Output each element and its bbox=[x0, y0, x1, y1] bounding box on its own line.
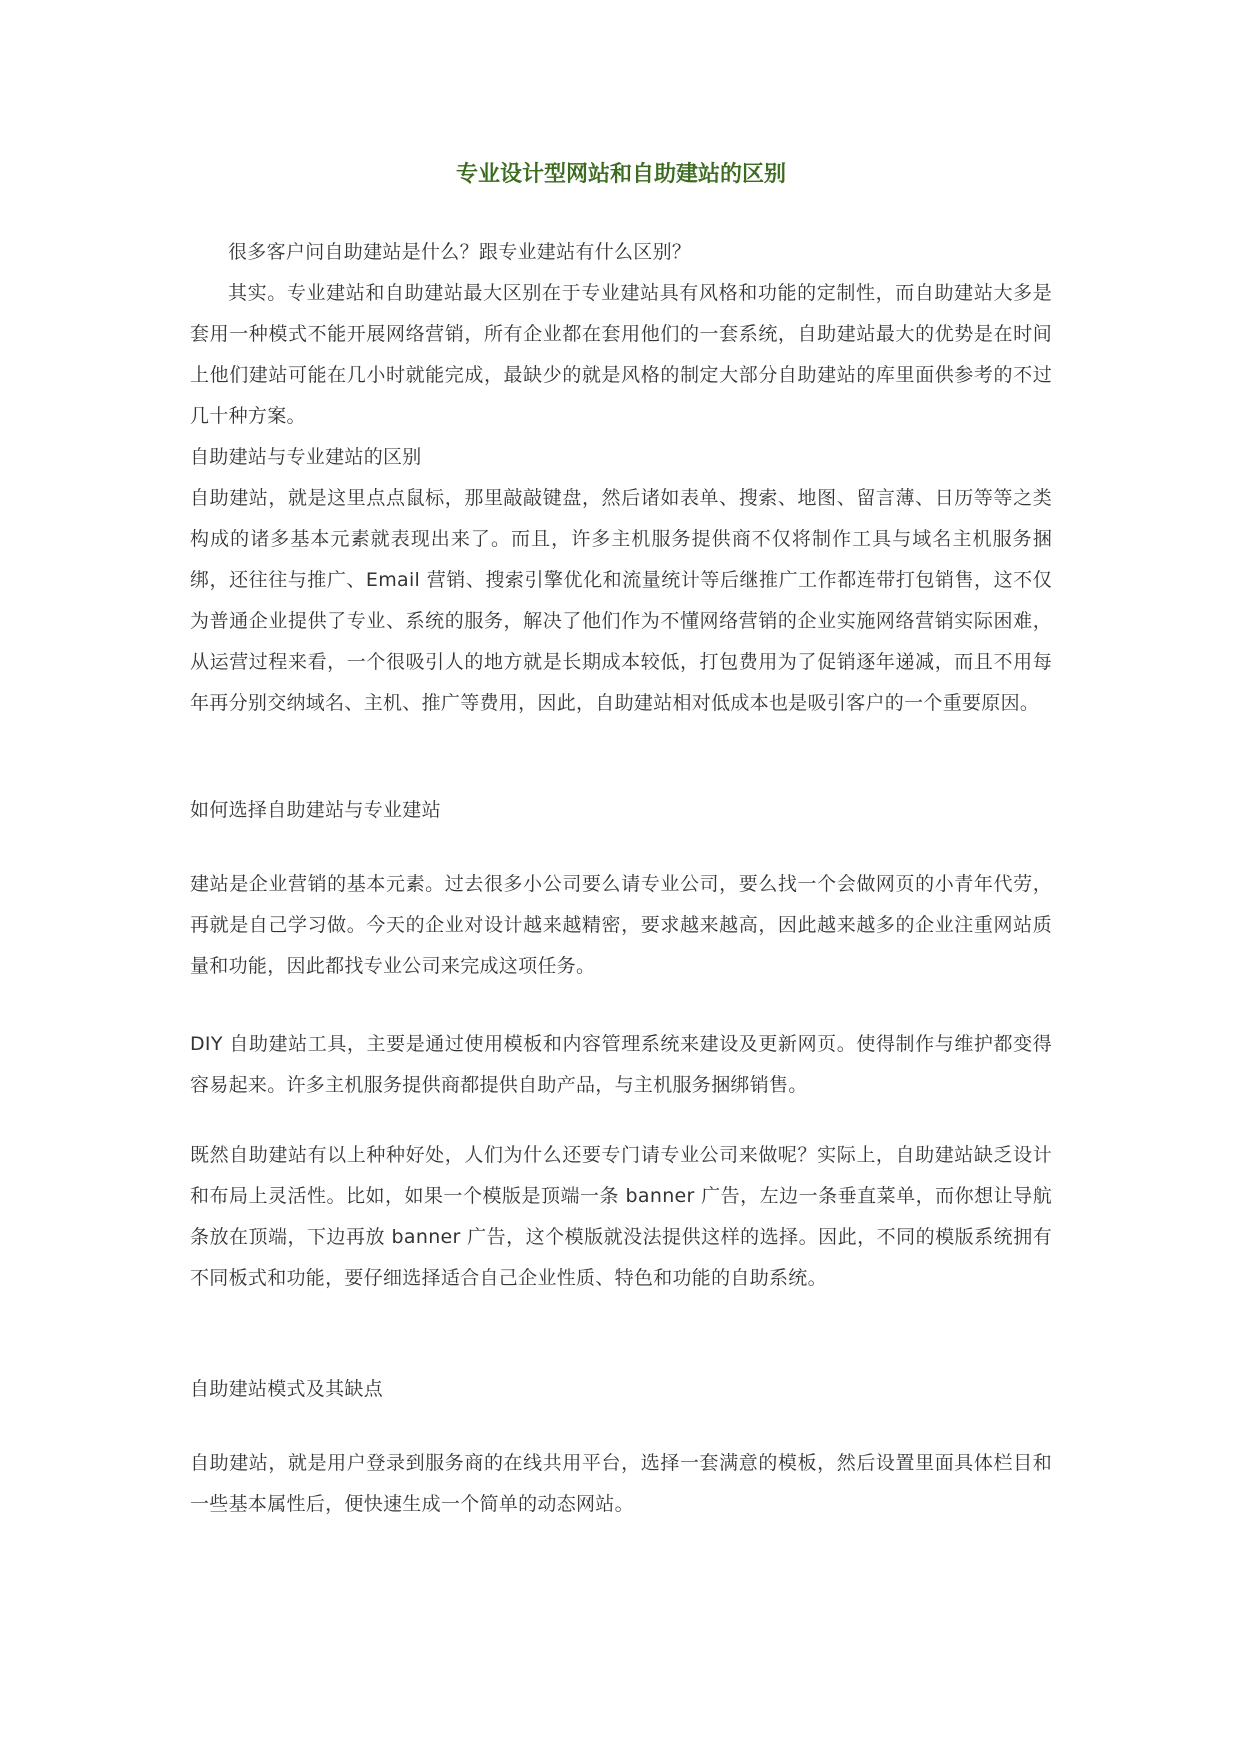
paragraph-intro-question: 很多客户问自助建站是什么？跟专业建站有什么区别？ bbox=[228, 241, 692, 263]
section-heading-difference: 自助建站与专业建站的区别 bbox=[190, 446, 422, 468]
section-heading-how-to-choose: 如何选择自助建站与专业建站 bbox=[190, 799, 441, 821]
paragraph-site-building-basics: 建站是企业营销的基本元素。过去很多小公司要么请专业公司，要么找一个会做网页的小青年代劳，再就是自己学习做。今天的企业对设计越来越精密，要求越来越高，因此越来越多的企业注重网站质量和功能，因此都找专业公司来完成这项任务。 bbox=[190, 873, 1052, 977]
document-title: 专业设计型网站和自助建站的区别 bbox=[455, 161, 786, 187]
paragraph-self-build-explanation: 自助建站，就是这里点点鼠标，那里敲敲键盘，然后诸如表单、搜索、地图、留言薄、日历等等之类构成的诸多基本元素就表现出来了。而且，许多主机服务提供商不仅将制作工具与域名主机服务捆绑，还往往与推广、Email 营销、搜索引擎优化和流量统计等后继推广工作都连带打包销售，这不仅为普通企业提供了专业、系统的服务，解决了他们作为不懂网络营销的企业实施网络营销实际困难，从运营过程来看，一个很吸引人的地方就是长期成本较低，打包费用为了促销逐年递减，而且不用每年再分别交纳域名、主机、推广等费用，因此，自助建站相对低成本也是吸引客户的一个重要原因。 bbox=[190, 487, 1052, 714]
paragraph-difference-summary: 其实。专业建站和自助建站最大区别在于专业建站具有风格和功能的定制性，而自助建站大多是套用一种模式不能开展网络营销，所有企业都在套用他们的一套系统，自助建站最大的优势是在时间上他们建站可能在几小时就能完成，最缺少的就是风格的制定大部分自助建站的库里面供参考的不过几十种方案。 bbox=[190, 282, 1052, 427]
paragraph-diy-tools: DIY 自助建站工具，主要是通过使用模板和内容管理系统来建设及更新网页。使得制作与维护都变得容易起来。许多主机服务提供商都提供自助产品，与主机服务捆绑销售。 bbox=[190, 1033, 1052, 1096]
section-heading-mode-drawbacks: 自助建站模式及其缺点 bbox=[190, 1378, 384, 1400]
paragraph-flexibility: 既然自助建站有以上种种好处，人们为什么还要专门请专业公司来做呢？实际上，自助建站缺乏设计和布局上灵活性。比如，如果一个模版是顶端一条 banner 广告，左边一条垂直菜单，而你想让导航条放在顶端，下边再放 banner 广告，这个模版就没法提供这样的选择。因此，不同的模版系统拥有不同板式和功能，要仔细选择适合自己企业性质、特色和功能的自助系统。 bbox=[190, 1144, 1052, 1289]
paragraph-self-build-definition: 自助建站，就是用户登录到服务商的在线共用平台，选择一套满意的模板，然后设置里面具体栏目和一些基本属性后，便快速生成一个简单的动态网站。 bbox=[190, 1452, 1052, 1515]
